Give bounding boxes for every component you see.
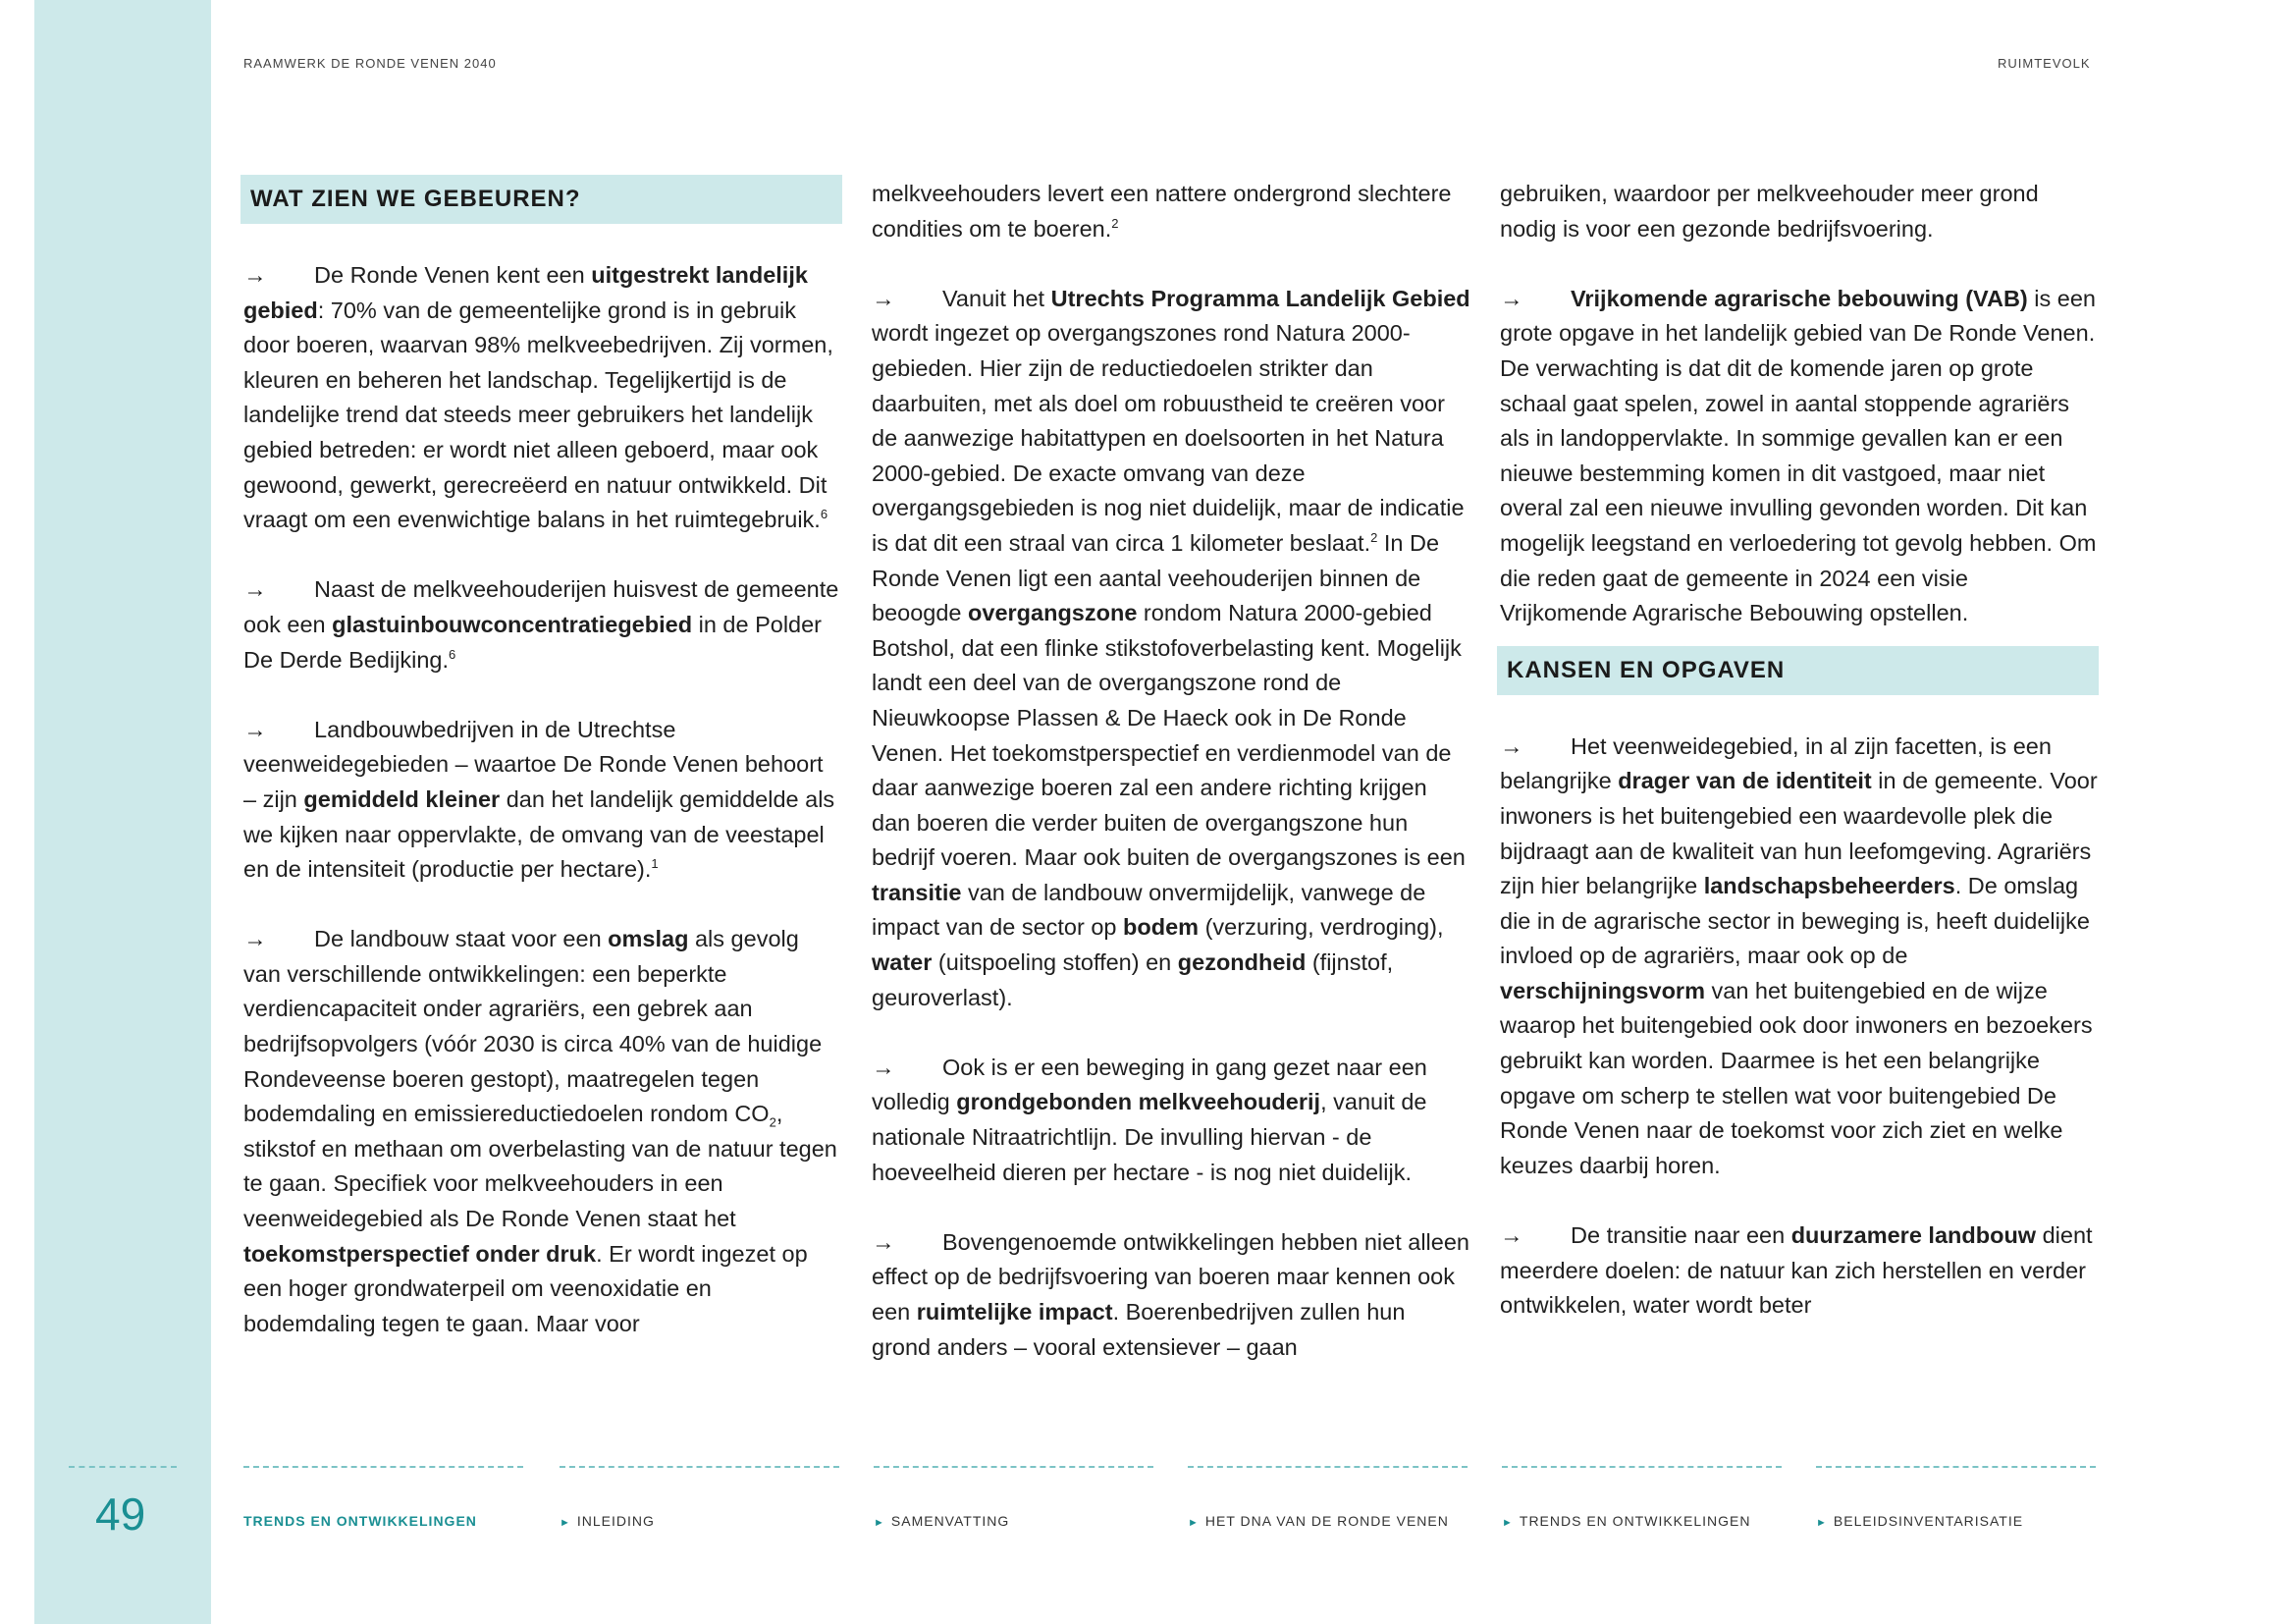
paragraph: → Ook is er een beweging in gang gezet naar een volledig grondgebonden melkveehouderij, vanuit de nationale Nitraatrichtlijn. De invulling hiervan - de hoeveelheid dieren per hectare - is nog niet duidelijk. (872, 1051, 1470, 1190)
footer-divider (874, 1466, 1153, 1468)
publisher-name: RUIMTEVOLK (1998, 56, 2091, 71)
nav-link-samenvatting[interactable]: ► SAMENVATTING (874, 1513, 1010, 1529)
footer-divider (243, 1466, 523, 1468)
paragraph: → De transitie naar een duurzamere landbouw dient meerdere doelen: de natuur kan zich herstellen en verder ontwikkelen, water wordt beter (1500, 1218, 2099, 1324)
side-band (34, 0, 211, 1624)
footer-divider (560, 1466, 839, 1468)
document-title: RAAMWERK DE RONDE VENEN 2040 (243, 56, 497, 71)
paragraph: → Bovengenoemde ontwikkelingen hebben niet alleen effect op de bedrijfsvoering van boeren maar kennen ook een ruimtelijke impact. Boerenbedrijven zullen hun grond anders – vooral extensiever – gaan (872, 1225, 1470, 1365)
nav-link-dna[interactable]: ► HET DNA VAN DE RONDE VENEN (1188, 1513, 1449, 1529)
arrow-icon: → (243, 576, 267, 603)
footer-divider (1816, 1466, 2096, 1468)
footnote-ref: 6 (820, 507, 828, 522)
paragraph: gebruiken, waardoor per melkveehouder meer grond nodig is voor een gezonde bedrijfsvoering. (1500, 181, 2039, 242)
nav-link-beleidsinventarisatie[interactable]: ► BELEIDSINVENTARISATIE (1816, 1513, 2024, 1529)
current-section-label: TRENDS EN ONTWIKKELINGEN (243, 1513, 477, 1529)
footnote-ref: 2 (1111, 215, 1119, 231)
arrow-icon: → (243, 716, 267, 742)
section-heading-kansen: KANSEN EN OPGAVEN (1497, 646, 2099, 695)
column-2 (872, 177, 1470, 1400)
paragraph: → Het veenweidegebied, in al zijn facetten, is een belangrijke drager van de identiteit in de gemeente. Voor inwoners is het buitengebied een waardevolle plek die bijdraagt aan de kwaliteit van hun leefomgeving. Agrariërs zijn hier belangrijke landschapsbeheerders. De omslag die in de agrarische sector in beweging is, heeft duidelijke invloed op de agrariërs, maar ook op de verschijningsvorm van het buitengebied en de wijze waarop het buitengebied ook door inwoners en bezoekers gebruikt kan worden. Daarmee is het een belangrijke opgave om scherp te stellen wat voor buitengebied De Ronde Venen naar de toekomst voor zich ziet en welke keuzes daarbij horen. (1500, 730, 2099, 1184)
paragraph: → Landbouwbedrijven in de Utrechtse veenweidegebieden – waartoe De Ronde Venen behoort – zijn gemiddeld kleiner dan het landelijk gemiddelde als we kijken naar oppervlakte, de omvang van de veestapel en de intensiteit (productie per hectare).$^1$ (243, 713, 842, 888)
triangle-right-icon: ► (1816, 1517, 1828, 1529)
triangle-right-icon: ► (1188, 1517, 1200, 1529)
arrow-icon: → (872, 1054, 895, 1080)
nav-link-inleiding[interactable]: ► INLEIDING (560, 1513, 655, 1529)
triangle-right-icon: ► (560, 1517, 571, 1529)
paragraph: → De landbouw staat voor een omslag als gevolg van verschillende ontwikkelingen: een beperkte verdiencapaciteit onder agrariërs, een gebrek aan bedrijfsopvolgers (vóór 2030 is circa 40% van de huidige Rondeveense boeren gestopt), maatregelen tegen bodemdaling en emissiereductiedoelen rondom $CO_2$, stikstof en methaan om overbelasting van de natuur tegen te gaan. Specifiek voor melkveehouders in een veenweidegebied als De Ronde Venen staat het toekomstperspectief onder druk. Er wordt ingezet op een hoger grondwaterpeil om veenoxidatie en bodemdaling tegen te gaan. Maar voor (243, 922, 842, 1341)
arrow-icon: → (1500, 732, 1523, 759)
nav-link-trends[interactable]: ► TRENDS EN ONTWIKKELINGEN (1502, 1513, 1751, 1529)
arrow-icon: → (243, 926, 267, 952)
footnote-ref: 1 (651, 856, 659, 872)
column-3 (1500, 177, 2099, 1358)
arrow-icon: → (243, 262, 267, 288)
paragraph: → Vrijkomende agrarische bebouwing (VAB) is een grote opgave in het landelijk gebied van De Ronde Venen. De verwachting is dat dit de komende jaren op grote schaal gaat spelen, zowel in aantal stoppende agrariërs als in landoppervlakte. In sommige gevallen kan er een nieuwe bestemming komen in dit vastgoed, maar niet overal zal een nieuwe invulling gevonden worden. Dit kan mogelijk leegstand en verloedering tot gevolg hebben. Om die reden gaat de gemeente in 2024 een visie Vrijkomende Agrarische Bebouwing opstellen. (1500, 282, 2099, 631)
section-heading-wat-zien: WAT ZIEN WE GEBEUREN? (240, 175, 842, 224)
page-number: 49 (95, 1489, 146, 1540)
paragraph: melkveehouders levert een nattere ondergrond slechtere condities om te boeren.$^2$ (872, 181, 1452, 242)
paragraph: → Vanuit het Utrechts Programma Landelijk Gebied wordt ingezet op overgangszones rond Natura 2000-gebieden. Hier zijn de reductiedoelen strikter dan daarbuiten, met als doel om robuustheid te creëren voor de aanwezige habitattypen en doelsoorten in het Natura 2000-gebied. De exacte omvang van deze overgangsgebieden is nog niet duidelijk, maar de indicatie is dat dit een straal van circa 1 kilometer beslaat.$^2$ In De Ronde Venen ligt een aantal veehouderijen binnen de beoogde overgangszone rondom Natura 2000-gebied Botshol, dat een flinke stikstofoverbelasting kent. Mogelijk landt een deel van de overgangszone rond de Nieuwkoopse Plassen & De Haeck ook in De Ronde Venen. Het toekomstperspectief en verdienmodel van de daar aanwezige boeren zal een andere richting krijgen dan boeren die verder buiten de overgangszone hun bedrijf voeren. Maar ook buiten de overgangszones is een transitie van de landbouw onvermijdelijk, vanwege de impact van de sector op bodem (verzuring, verdroging), water (uitspoeling stoffen) en gezondheid (fijnstof, geuroverlast). (872, 282, 1470, 1015)
paragraph: → De Ronde Venen kent een uitgestrekt landelijk gebied: 70% van de gemeentelijke grond is in gebruik door boeren, waarvan 98% melkveebedrijven. Zij vormen, kleuren en beheren het landschap. Tegelijkertijd is de landelijke trend dat steeds meer gebruikers het landelijk gebied betreden: er wordt niet alleen geboerd, maar ook gewoond, gewerkt, gerecreëerd en natuur ontwikkeld. Dit vraagt om een evenwichtige balans in het ruimtegebruik.$^6$ (243, 258, 842, 538)
footer-divider (1502, 1466, 1782, 1468)
arrow-icon: → (872, 1228, 895, 1255)
arrow-icon: → (1500, 1222, 1523, 1249)
footnote-ref: 6 (449, 646, 456, 662)
arrow-icon: → (872, 285, 895, 311)
triangle-right-icon: ► (1502, 1517, 1514, 1529)
column-1 (243, 177, 842, 1377)
footer-divider (1188, 1466, 1468, 1468)
triangle-right-icon: ► (874, 1517, 885, 1529)
side-divider (69, 1466, 177, 1468)
paragraph: → Naast de melkveehouderijen huisvest de gemeente ook een glastuinbouwconcentratiegebied in de Polder De Derde Bedijking.$^6$ (243, 572, 842, 677)
footnote-ref: 2 (1370, 530, 1378, 546)
arrow-icon: → (1500, 285, 1523, 311)
